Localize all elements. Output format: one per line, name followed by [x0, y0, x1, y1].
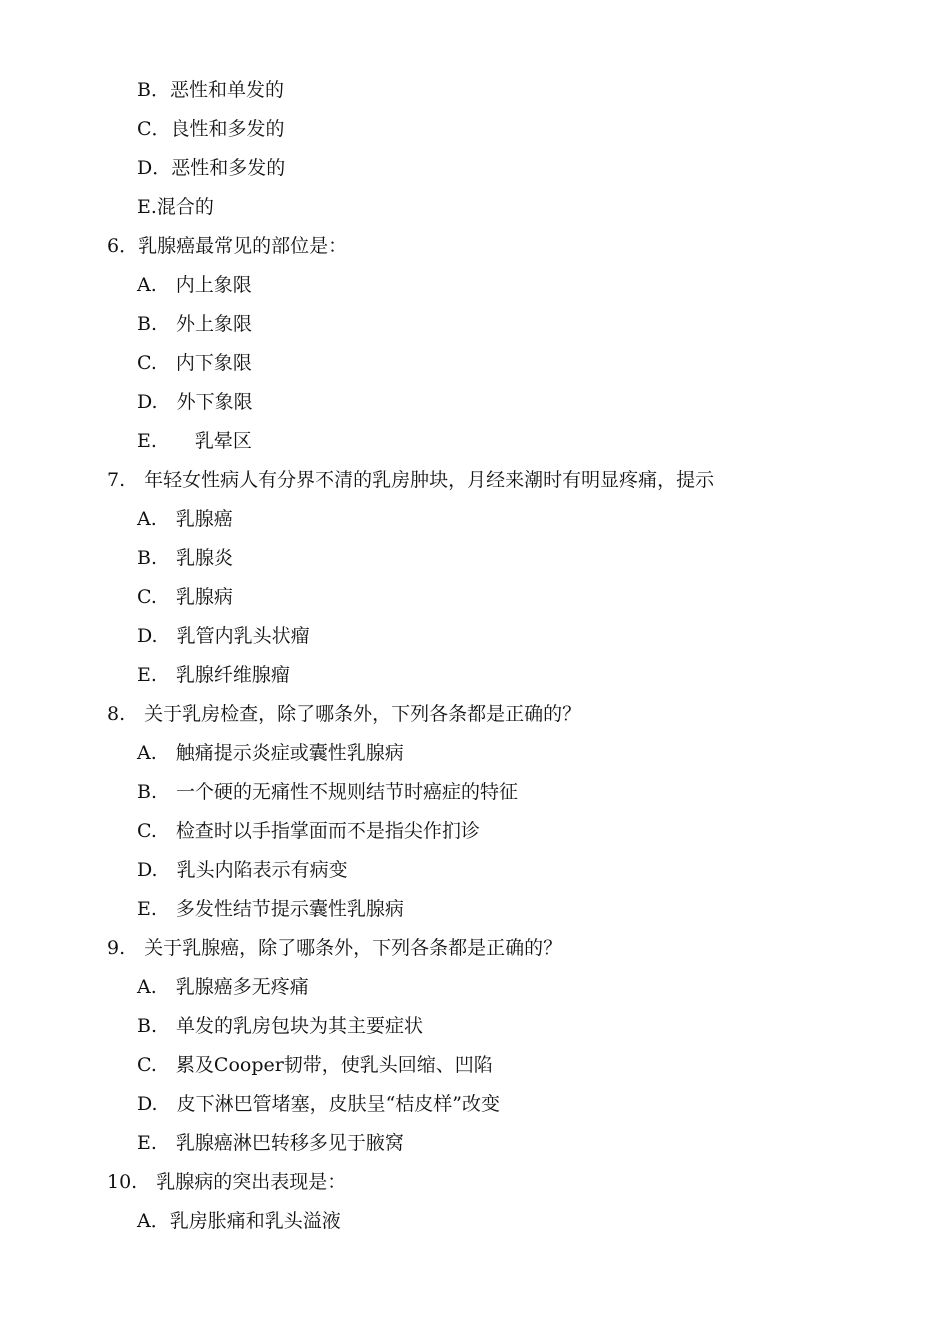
- option-8-c: C. 检查时以手指掌面而不是指尖作扪诊: [137, 820, 480, 842]
- option-6-a: A. 内上象限: [137, 274, 252, 296]
- option-6-b: B. 外上象限: [137, 313, 253, 335]
- option-6-e: E. 乳晕区: [137, 430, 252, 452]
- option-8-d: D. 乳头内陷表示有病变: [137, 859, 348, 881]
- option-8-a: A. 触痛提示炎症或囊性乳腺病: [137, 742, 404, 764]
- option-8-b: B. 一个硬的无痛性不规则结节时癌症的特征: [137, 781, 519, 803]
- option-9-a: A. 乳腺癌多无疼痛: [137, 976, 309, 998]
- option-6-d: D. 外下象限: [137, 391, 253, 413]
- option-8-e: E. 多发性结节提示囊性乳腺病: [137, 898, 404, 920]
- option-7-d: D. 乳管内乳头状瘤: [137, 625, 310, 647]
- option-9-c: C. 累及Cooper韧带，使乳头回缩、凹陷: [137, 1054, 493, 1076]
- option-7-b: B. 乳腺炎: [137, 547, 234, 569]
- question-9-stem: 9. 关于乳腺癌，除了哪条外，下列各条都是正确的？: [107, 937, 563, 959]
- option-5-e: E.混合的: [137, 196, 214, 218]
- option-9-d: D. 皮下淋巴管堵塞，皮肤呈“桔皮样”改变: [137, 1093, 501, 1115]
- option-9-e: E. 乳腺癌淋巴转移多见于腋窝: [137, 1132, 404, 1154]
- question-7-stem: 7. 年轻女性病人有分界不清的乳房肿块，月经来潮时有明显疼痛，提示: [107, 469, 715, 491]
- option-5-c: C．良性和多发的: [137, 118, 285, 140]
- option-5-b: B．恶性和单发的: [137, 79, 284, 101]
- option-7-a: A. 乳腺癌: [137, 508, 233, 530]
- option-7-e: E. 乳腺纤维腺瘤: [137, 664, 290, 686]
- option-9-b: B. 单发的乳房包块为其主要症状: [137, 1015, 424, 1037]
- question-6-stem: 6．乳腺癌最常见的部位是：: [107, 235, 348, 257]
- option-10-a: A．乳房胀痛和乳头溢液: [137, 1210, 341, 1232]
- question-8-stem: 8. 关于乳房检查，除了哪条外，下列各条都是正确的？: [107, 703, 582, 725]
- question-10-stem: 10. 乳腺病的突出表现是：: [107, 1171, 347, 1193]
- option-7-c: C. 乳腺病: [137, 586, 233, 608]
- option-6-c: C. 内下象限: [137, 352, 252, 374]
- option-5-d: D．恶性和多发的: [137, 157, 286, 179]
